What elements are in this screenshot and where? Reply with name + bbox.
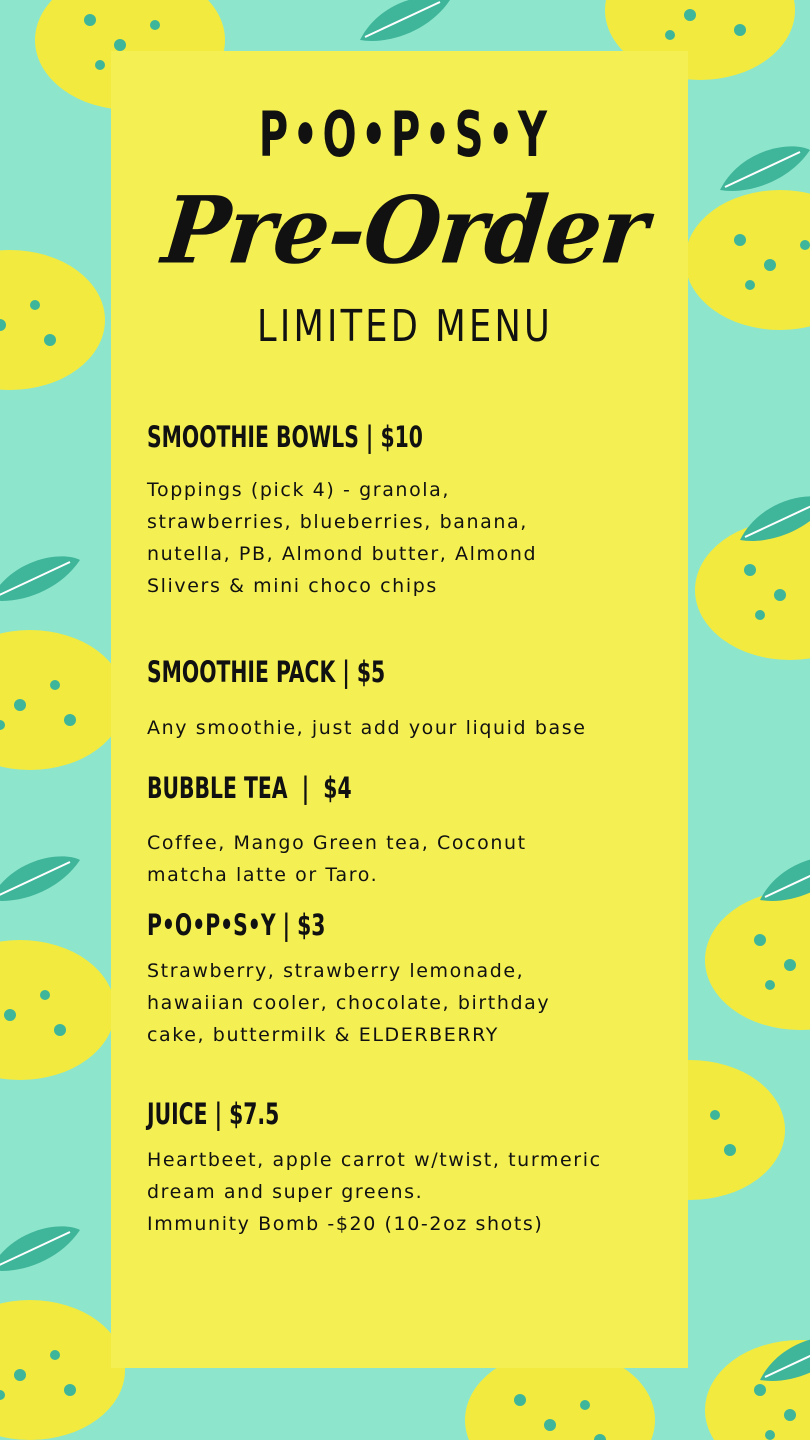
limited-menu-subtitle: LIMITED MENU <box>257 301 553 352</box>
lemon-icon <box>705 890 810 1030</box>
leaf-icon <box>0 1226 80 1271</box>
popsy-description: Strawberry, strawberry lemonade, hawaiian cooler, chocolate, birthday cake, buttermilk & ELDERBERRY <box>147 960 551 1046</box>
juice-description: Heartbeet, apple carrot w/twist, turmeric dream and super greens. Immunity Bomb -$20 (10-2oz shots) <box>147 1149 602 1235</box>
preorder-title: Pre-Order <box>157 175 653 285</box>
leaf-icon <box>760 856 810 901</box>
lemon-icon <box>695 520 810 660</box>
popsy-title: P•O•P•S•Y | $3 <box>147 908 326 942</box>
smoothie-bowls-description: Toppings (pick 4) - granola, strawberries, blueberries, banana, nutella, PB, Almond butter, Almond Slivers & mini choco chips <box>147 479 538 597</box>
lemon-icon <box>0 630 125 770</box>
juice-title: JUICE | $7.5 <box>147 1097 280 1131</box>
leaf-icon <box>0 556 80 601</box>
smoothie-pack-title: SMOOTHIE PACK | $5 <box>147 655 386 689</box>
brand-name: P•O•P•S•Y <box>258 98 552 171</box>
bubble-tea-title: BUBBLE TEA | $4 <box>147 771 352 805</box>
lemon-icon <box>0 940 115 1080</box>
leaf-icon <box>360 0 450 41</box>
smoothie-bowls-title: SMOOTHIE BOWLS | $10 <box>147 420 423 454</box>
smoothie-pack-description: Any smoothie, just add your liquid base <box>147 717 587 739</box>
bubble-tea-description: Coffee, Mango Green tea, Coconut matcha latte or Taro. <box>147 832 527 886</box>
leaf-icon <box>0 856 80 901</box>
lemon-icon <box>0 1300 125 1440</box>
